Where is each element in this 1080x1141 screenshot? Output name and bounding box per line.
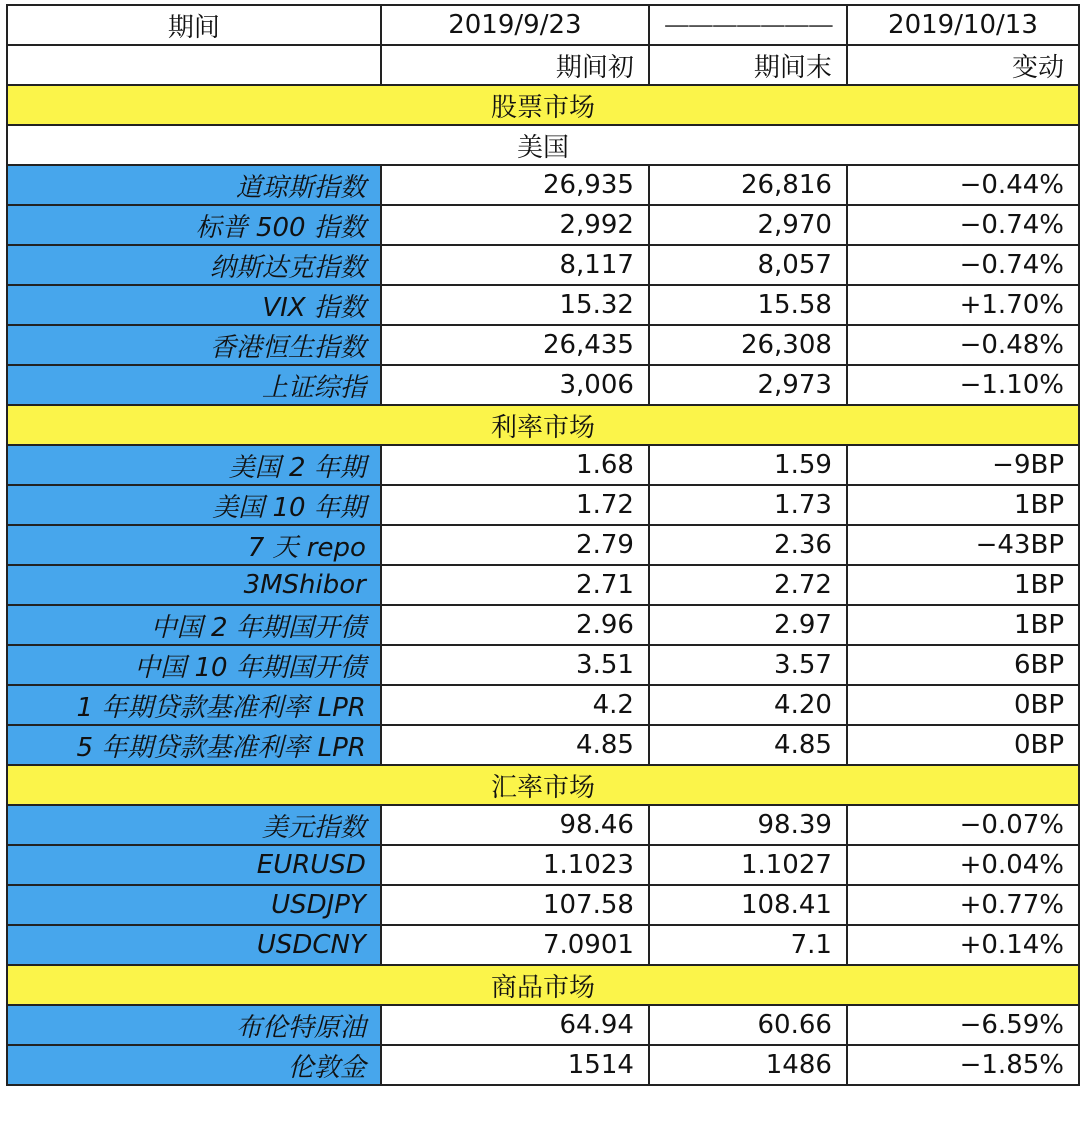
end-value: 4.20 bbox=[649, 685, 847, 725]
end-value: 2.97 bbox=[649, 605, 847, 645]
table-row bbox=[7, 525, 1079, 565]
section-header-row bbox=[7, 965, 1079, 1005]
row-label: 道琼斯指数 bbox=[7, 165, 381, 205]
subsection-header-row bbox=[7, 125, 1079, 165]
table-row bbox=[7, 645, 1079, 685]
end-value: 1.1027 bbox=[649, 845, 847, 885]
change-value: −0.48% bbox=[847, 325, 1079, 365]
end-value: 1.73 bbox=[649, 485, 847, 525]
row-label: 3MShibor bbox=[7, 565, 381, 605]
start-value: 64.94 bbox=[381, 1005, 649, 1045]
row-label: 1 年期贷款基准利率 LPR bbox=[7, 685, 381, 725]
end-value: 26,308 bbox=[649, 325, 847, 365]
table-row bbox=[7, 1045, 1079, 1085]
change-value: −9BP bbox=[847, 445, 1079, 485]
start-value: 98.46 bbox=[381, 805, 649, 845]
start-value: 8,117 bbox=[381, 245, 649, 285]
change-value: −1.85% bbox=[847, 1045, 1079, 1085]
start-value: 3.51 bbox=[381, 645, 649, 685]
change-value: −1.10% bbox=[847, 365, 1079, 405]
table-row bbox=[7, 725, 1079, 765]
start-value: 1.1023 bbox=[381, 845, 649, 885]
start-value: 2.71 bbox=[381, 565, 649, 605]
start-date: 2019/9/23 bbox=[381, 5, 649, 45]
table-row bbox=[7, 325, 1079, 365]
row-label: 伦敦金 bbox=[7, 1045, 381, 1085]
end-value: 2.72 bbox=[649, 565, 847, 605]
table-row bbox=[7, 885, 1079, 925]
table-row bbox=[7, 685, 1079, 725]
column-header-change: 变动 bbox=[847, 45, 1079, 85]
section-header-row bbox=[7, 765, 1079, 805]
end-value: 2,970 bbox=[649, 205, 847, 245]
change-value: −0.07% bbox=[847, 805, 1079, 845]
table-row bbox=[7, 445, 1079, 485]
table-row bbox=[7, 365, 1079, 405]
start-value: 1.72 bbox=[381, 485, 649, 525]
table-row bbox=[7, 845, 1079, 885]
start-value: 1514 bbox=[381, 1045, 649, 1085]
table-row bbox=[7, 565, 1079, 605]
change-value: −43BP bbox=[847, 525, 1079, 565]
start-value: 4.2 bbox=[381, 685, 649, 725]
change-value: 1BP bbox=[847, 565, 1079, 605]
table-row bbox=[7, 285, 1079, 325]
change-value: −0.74% bbox=[847, 205, 1079, 245]
column-header-row bbox=[7, 45, 1079, 85]
section-title: 汇率市场 bbox=[7, 765, 1079, 805]
table-row bbox=[7, 605, 1079, 645]
start-value: 2.79 bbox=[381, 525, 649, 565]
row-label: USDCNY bbox=[7, 925, 381, 965]
column-header-start: 期间初 bbox=[381, 45, 649, 85]
start-value: 3,006 bbox=[381, 365, 649, 405]
section-title: 股票市场 bbox=[7, 85, 1079, 125]
row-label: 标普 500 指数 bbox=[7, 205, 381, 245]
table-body bbox=[7, 5, 1079, 1085]
end-value: 2.36 bbox=[649, 525, 847, 565]
start-value: 26,935 bbox=[381, 165, 649, 205]
end-value: 98.39 bbox=[649, 805, 847, 845]
row-label: 中国 2 年期国开债 bbox=[7, 605, 381, 645]
row-label: 纳斯达克指数 bbox=[7, 245, 381, 285]
change-value: +0.77% bbox=[847, 885, 1079, 925]
table-row bbox=[7, 245, 1079, 285]
change-value: −0.44% bbox=[847, 165, 1079, 205]
table-row bbox=[7, 925, 1079, 965]
table-row bbox=[7, 805, 1079, 845]
row-label: 美国 10 年期 bbox=[7, 485, 381, 525]
end-date: 2019/10/13 bbox=[847, 5, 1079, 45]
change-value: 1BP bbox=[847, 485, 1079, 525]
start-value: 26,435 bbox=[381, 325, 649, 365]
change-value: +1.70% bbox=[847, 285, 1079, 325]
end-value: 2,973 bbox=[649, 365, 847, 405]
period-label: 期间 bbox=[7, 5, 381, 45]
row-label: 5 年期贷款基准利率 LPR bbox=[7, 725, 381, 765]
section-title: 商品市场 bbox=[7, 965, 1079, 1005]
start-value: 1.68 bbox=[381, 445, 649, 485]
start-value: 2.96 bbox=[381, 605, 649, 645]
end-value: 60.66 bbox=[649, 1005, 847, 1045]
change-value: 0BP bbox=[847, 725, 1079, 765]
table-row bbox=[7, 205, 1079, 245]
row-label: 香港恒生指数 bbox=[7, 325, 381, 365]
column-header-end: 期间末 bbox=[649, 45, 847, 85]
section-header-row bbox=[7, 405, 1079, 445]
row-label: 布伦特原油 bbox=[7, 1005, 381, 1045]
row-label: 7 天 repo bbox=[7, 525, 381, 565]
row-label: 上证综指 bbox=[7, 365, 381, 405]
row-label: USDJPY bbox=[7, 885, 381, 925]
table-row bbox=[7, 165, 1079, 205]
end-value: 3.57 bbox=[649, 645, 847, 685]
start-value: 107.58 bbox=[381, 885, 649, 925]
end-value: 108.41 bbox=[649, 885, 847, 925]
table-row bbox=[7, 485, 1079, 525]
change-value: +0.04% bbox=[847, 845, 1079, 885]
table-row bbox=[7, 1005, 1079, 1045]
row-label: EURUSD bbox=[7, 845, 381, 885]
end-value: 1486 bbox=[649, 1045, 847, 1085]
end-value: 1.59 bbox=[649, 445, 847, 485]
change-value: 1BP bbox=[847, 605, 1079, 645]
end-value: 8,057 bbox=[649, 245, 847, 285]
header-row bbox=[7, 5, 1079, 45]
change-value: 6BP bbox=[847, 645, 1079, 685]
start-value: 7.0901 bbox=[381, 925, 649, 965]
row-label: 中国 10 年期国开债 bbox=[7, 645, 381, 685]
start-value: 4.85 bbox=[381, 725, 649, 765]
market-summary-table bbox=[6, 4, 1080, 1086]
start-value: 2,992 bbox=[381, 205, 649, 245]
end-value: 15.58 bbox=[649, 285, 847, 325]
end-value: 4.85 bbox=[649, 725, 847, 765]
change-value: −6.59% bbox=[847, 1005, 1079, 1045]
row-label: 美元指数 bbox=[7, 805, 381, 845]
section-title: 利率市场 bbox=[7, 405, 1079, 445]
date-separator: ——————— bbox=[649, 5, 847, 45]
subsection-title: 美国 bbox=[7, 125, 1079, 165]
row-label: 美国 2 年期 bbox=[7, 445, 381, 485]
start-value: 15.32 bbox=[381, 285, 649, 325]
change-value: −0.74% bbox=[847, 245, 1079, 285]
change-value: 0BP bbox=[847, 685, 1079, 725]
end-value: 26,816 bbox=[649, 165, 847, 205]
change-value: +0.14% bbox=[847, 925, 1079, 965]
row-label: VIX 指数 bbox=[7, 285, 381, 325]
end-value: 7.1 bbox=[649, 925, 847, 965]
section-header-row bbox=[7, 85, 1079, 125]
column-header-blank bbox=[7, 45, 381, 85]
